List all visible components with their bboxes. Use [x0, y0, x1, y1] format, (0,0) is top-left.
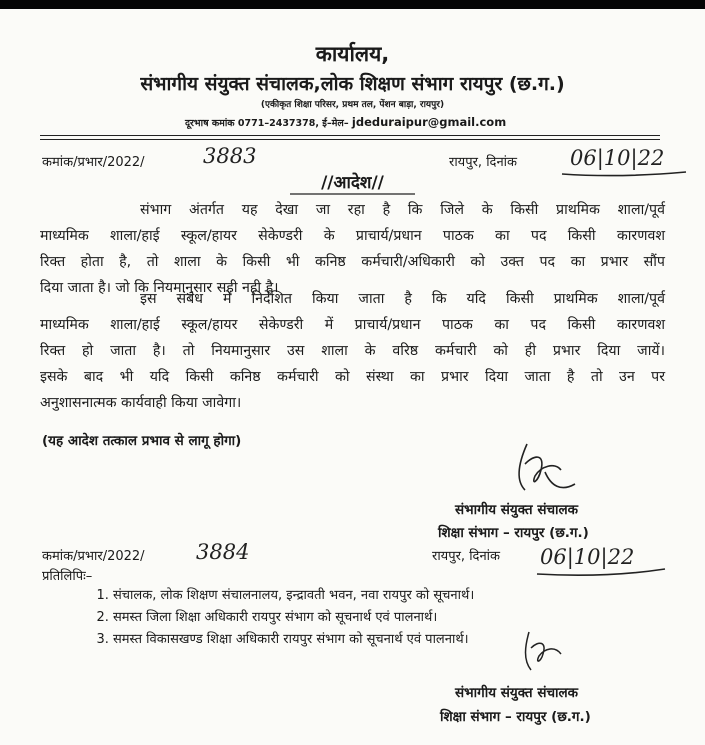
- order-ref-label: कमांक/प्रभार/2022/: [42, 155, 145, 170]
- para1-line-1: संभाग अंतर्गत यह देखा जा रहा है कि जिले के किसी प्राथमिक शाला/पूर्व: [140, 202, 665, 218]
- order-ref-number: 3883: [203, 144, 257, 168]
- cc-label: प्रतिलिपिः–: [42, 569, 93, 584]
- para1-line-3: रिक्त होता है, तो शाला के किसी भी कनिष्ठ कर्मचारी/अधिकारी को उक्त पद का प्रभार सौंप: [40, 254, 665, 270]
- signatory-office-2: शिक्षा संभाग – रायपुर (छ.ग.): [440, 709, 591, 725]
- top-black-bar: [0, 0, 705, 9]
- cc-item-1: 1. संचालक, लोक शिक्षण संचालनालय, इन्द्रावती भवन, नवा रायपुर को सूचनार्थ।: [113, 585, 474, 607]
- contact-line: [185, 115, 506, 129]
- order-paragraph-2: [40, 286, 665, 416]
- para2-line-3: रिक्त हो जाता है। तो नियमानुसार उस शाला के वरिष्ठ कर्मचारी को ही प्रभार दिया जायें।: [40, 343, 665, 359]
- cc-list: [95, 585, 474, 651]
- office-heading: कार्यालय,: [315, 42, 390, 66]
- copy-date-underline: [535, 566, 670, 580]
- para2-line-1: इस संबंध में निर्देशित किया जाता है कि यदि किसी प्राथमिक शाला/पूर्व: [140, 291, 665, 307]
- order-date: 06|10|22: [570, 146, 665, 170]
- handwritten-signature-2: [515, 630, 575, 678]
- header-rule-bottom: [40, 139, 660, 140]
- copy-place-date: रायपुर, दिनांक: [432, 549, 501, 564]
- para2-line-5: अनुशासनात्मक कार्यवाही किया जावेगा।: [40, 395, 242, 411]
- copy-ref-number: 3884: [196, 540, 250, 564]
- office-address: (एकीकृत शिक्षा परिसर, प्रथम तल, पेंशन बाड़ा, रायपुर): [260, 100, 445, 110]
- order-place-date: रायपुर, दिनांक: [449, 155, 518, 170]
- para2-line-2: माध्यमिक शाला/हाई स्कूल/हायर सेकेण्डरी में प्राचार्य/प्रधान पाठक का पद किसी कारणवश: [40, 317, 665, 333]
- order-title: //आदेश//: [321, 173, 384, 193]
- contact-phone: दूरभाष कमांक 0771–2437378, ई–मेल–: [185, 118, 352, 129]
- authority-heading: संभागीय संयुक्त संचालक,लोक शिक्षण संभाग रायपुर (छ.ग.): [140, 73, 565, 95]
- para1-line-4: दिया जाता है। जो कि नियमानुसार सही नही है।: [40, 280, 279, 296]
- copy-ref-label: कमांक/प्रभार/2022/: [42, 549, 145, 564]
- contact-email: jdeduraipur@gmail.com: [351, 115, 507, 129]
- handwritten-signature-1: [505, 440, 580, 500]
- para2-line-4: इसके बाद भी यदि किसी कनिष्ठ कर्मचारी को संस्था का प्रभार दिया जाता है तो उन पर: [40, 369, 665, 385]
- signatory-title-1: संभागीय संयुक्त संचालक: [455, 502, 579, 518]
- signatory-title-2: संभागीय संयुक्त संचालक: [455, 685, 579, 701]
- signatory-office-1: शिक्षा संभाग – रायपुर (छ.ग.): [438, 525, 589, 541]
- cc-item-3: 3. समस्त विकासखण्ड शिक्षा अधिकारी रायपुर संभाग को सूचनार्थ एवं पालनार्थ।: [113, 629, 474, 651]
- effect-note: (यह आदेश तत्काल प्रभाव से लागू होगा): [42, 433, 242, 449]
- para1-line-2: माध्यमिक शाला/हाई स्कूल/हायर सेकेण्डरी के प्राचार्य/प्रधान पाठक का पद किसी कारणवश: [40, 228, 665, 244]
- header-rule-top: [40, 135, 660, 136]
- copy-date: 06|10|22: [540, 545, 635, 569]
- cc-item-2: 2. समस्त जिला शिक्षा अधिकारी रायपुर संभाग को सूचनार्थ एवं पालनार्थ।: [113, 607, 474, 629]
